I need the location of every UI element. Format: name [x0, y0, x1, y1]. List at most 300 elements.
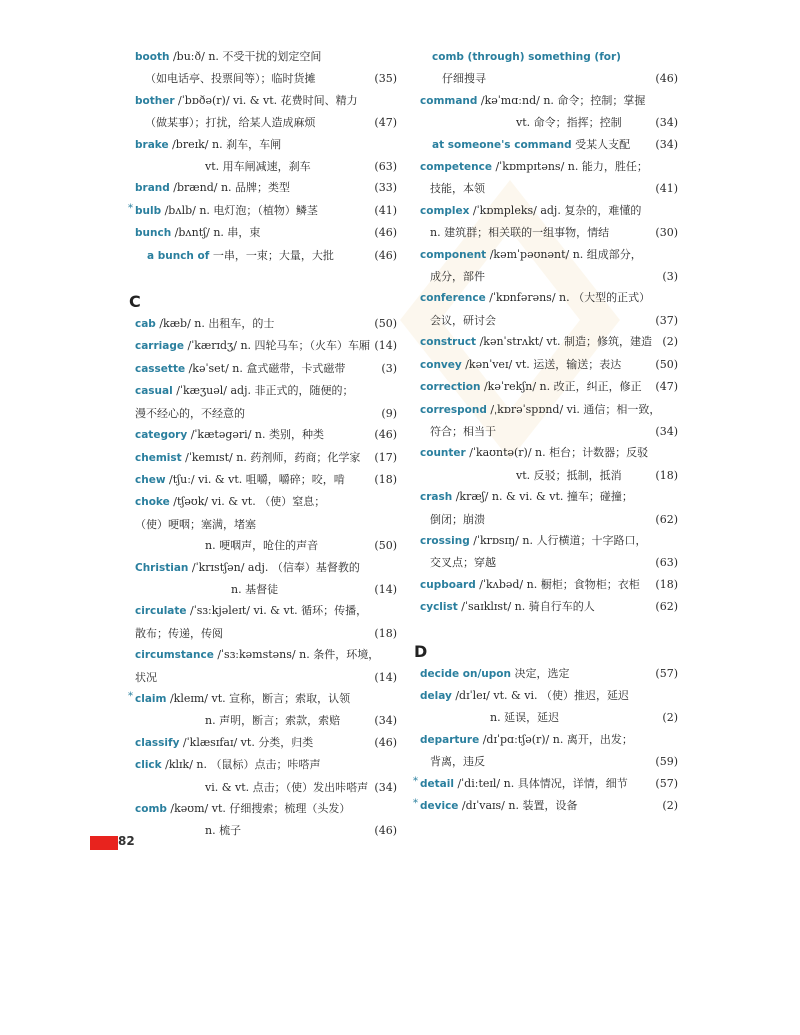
definition-text: /buːð/ n. 不受干扰的划定空间	[169, 50, 322, 63]
dictionary-entry	[135, 134, 397, 178]
entry-text	[442, 68, 651, 89]
entry-line	[135, 134, 397, 156]
headword: cassette	[135, 362, 186, 375]
definition-text: n. 声明，断言；索款，索赔	[205, 714, 341, 728]
headword: crossing	[420, 534, 470, 547]
unit-page-ref: (47)	[374, 116, 397, 130]
entry-line	[135, 754, 397, 776]
entry-text	[420, 287, 674, 309]
dictionary-entry	[420, 399, 678, 443]
unit-page-ref: (3)	[662, 270, 678, 284]
dictionary-entry	[420, 134, 678, 156]
entry-text	[420, 795, 658, 817]
definition-text: （如电话亭、投票间等）；临时货摊	[145, 72, 316, 86]
definition-text: /ˈdiːteɪl/ n. 具体情况，详情，细节	[453, 776, 628, 790]
entry-text	[430, 178, 651, 199]
unit-page-ref: (50)	[374, 317, 397, 331]
headword: carriage	[135, 340, 184, 353]
headword: brake	[135, 138, 169, 151]
headword: booth	[135, 51, 170, 63]
definition-text: /kənˈstrʌkt/ vt. 制造；修筑，建造	[476, 335, 653, 349]
definition-text: n. 基督徒	[231, 582, 279, 596]
headword: brand	[135, 182, 170, 195]
dictionary-entry	[420, 244, 678, 288]
entry-text	[430, 552, 651, 573]
definition-text: /kleɪm/ vt. 宣称，断言；索取，认领	[166, 691, 351, 705]
entry-line	[420, 751, 678, 772]
dictionary-entry	[420, 663, 678, 685]
definition-text: /ˈkætəgəri/ n. 类别，种类	[187, 428, 324, 442]
unit-page-ref: (59)	[655, 755, 678, 769]
definition-text: /ˈkaʊntə(r)/ n. 柜台；计数器；反驳	[465, 446, 649, 460]
definition-text: n. 哽咽声，呛住的声音	[205, 539, 319, 553]
entry-line	[420, 596, 678, 618]
entry-text	[430, 222, 651, 243]
definition-text: /dɪˈleɪ/ vt. & vi. （使）推迟，延迟	[451, 688, 630, 702]
definition-text: /brænd/ n. 品牌；类型	[169, 181, 291, 195]
definition-text: vt. 用车闸减速，刹车	[205, 160, 311, 174]
entry-text	[135, 335, 370, 357]
entry-line	[135, 514, 397, 535]
entry-text	[420, 486, 674, 508]
unit-page-ref: (34)	[655, 424, 678, 438]
page-number: 82	[118, 834, 135, 848]
section-spacer	[420, 619, 678, 641]
entry-text	[205, 710, 370, 731]
entry-line	[420, 795, 678, 817]
headword: claim	[135, 692, 167, 705]
headword: decide on/upon	[420, 667, 511, 680]
entry-line	[420, 707, 678, 728]
definition-text: 背离，违反	[430, 755, 485, 769]
definition-text: （使）哽咽；塞满，堵塞	[135, 517, 256, 531]
unit-page-ref: (14)	[374, 582, 397, 596]
unit-page-ref: (50)	[374, 539, 397, 553]
headword: casual	[135, 385, 173, 398]
headword: circulate	[135, 605, 187, 618]
entry-text	[430, 421, 651, 442]
core-word-star-icon: *	[413, 775, 418, 787]
entry-line	[420, 331, 678, 353]
entry-line	[147, 245, 397, 267]
entry-text	[490, 707, 658, 728]
entry-text	[420, 354, 651, 376]
dictionary-entry	[128, 200, 397, 222]
unit-page-ref: (9)	[381, 406, 397, 420]
dictionary-entry	[135, 469, 397, 491]
dictionary-entry	[128, 688, 397, 732]
entry-line	[420, 354, 678, 376]
entry-line	[135, 335, 397, 357]
headword: cupboard	[420, 578, 476, 591]
entry-text	[420, 574, 651, 596]
unit-page-ref: (57)	[655, 776, 678, 790]
entry-line	[420, 244, 678, 266]
unit-page-ref: (18)	[655, 577, 678, 591]
headword: comb	[135, 803, 167, 815]
entry-text	[135, 557, 393, 579]
headword: crash	[420, 491, 453, 504]
definition-text: 受某人支配	[571, 137, 631, 151]
headword: competence	[420, 161, 492, 174]
entry-line	[135, 579, 397, 600]
unit-page-ref: (41)	[655, 182, 678, 196]
definition-text: /ˈkrɪstʃən/ adj. （信奉）基督教的	[188, 560, 360, 574]
entry-line	[420, 376, 678, 398]
headword: bulb	[135, 204, 162, 217]
unit-page-ref: (47)	[655, 380, 678, 394]
definition-text: n. 梳子	[205, 824, 242, 838]
headword: classify	[135, 736, 180, 749]
definition-text: /breɪk/ n. 刹车，车闸	[168, 137, 282, 151]
entry-line	[135, 644, 397, 666]
entry-line	[135, 200, 397, 222]
entry-line	[135, 447, 397, 469]
headword: Christian	[135, 561, 189, 574]
entry-text	[430, 310, 651, 331]
unit-page-ref: (63)	[374, 160, 397, 174]
definition-text: /ˈkærɪdʒ/ n. 四轮马车；（火车）车厢	[184, 339, 371, 353]
entry-text	[430, 509, 651, 530]
entry-text	[420, 200, 674, 222]
entry-line	[135, 798, 397, 820]
entry-line	[135, 222, 397, 244]
unit-page-ref: (57)	[655, 666, 678, 680]
entry-text	[420, 530, 674, 552]
headword: a bunch of	[147, 249, 210, 262]
entry-text	[135, 644, 393, 666]
dictionary-entry	[420, 486, 678, 530]
dictionary-entry	[413, 795, 678, 817]
definition-text: /ˈkæʒuəl/ adj. 非正式的，随便的；	[172, 384, 354, 398]
section-spacer	[135, 267, 397, 291]
definition-text: vt. 命令；指挥；控制	[516, 116, 622, 130]
unit-page-ref: (2)	[662, 335, 678, 349]
entry-line	[135, 424, 397, 446]
entry-text	[516, 112, 651, 133]
entry-line	[135, 820, 397, 841]
dictionary-entry	[420, 376, 678, 398]
unit-page-ref: (17)	[374, 450, 397, 464]
definition-text: 决定，选定	[510, 666, 570, 680]
entry-text	[135, 469, 370, 491]
entry-text	[135, 732, 370, 754]
entry-text	[420, 376, 651, 398]
unit-page-ref: (34)	[655, 137, 678, 151]
entry-line	[135, 710, 397, 731]
headword: choke	[135, 496, 170, 509]
definition-text: （做某事）；打扰，给某人造成麻烦	[145, 116, 316, 130]
dictionary-entry	[135, 754, 397, 798]
headword: chew	[135, 473, 166, 486]
entry-line	[420, 685, 678, 707]
unit-page-ref: (46)	[374, 735, 397, 749]
dictionary-entry	[135, 245, 397, 267]
definition-text: /ˈbɒðə(r)/ vi. & vt. 花费时间、精力	[174, 93, 358, 107]
entry-line	[420, 90, 678, 112]
unit-page-ref: (30)	[655, 226, 678, 240]
entry-text	[135, 134, 393, 156]
entry-text	[432, 134, 651, 156]
dictionary-entry	[135, 424, 397, 446]
unit-page-ref: (33)	[374, 181, 397, 195]
entry-line	[135, 600, 397, 622]
definition-text: n. 延误，延迟	[490, 711, 560, 725]
unit-page-ref: (63)	[655, 556, 678, 570]
headword: command	[420, 94, 478, 107]
entry-line	[432, 46, 678, 68]
dictionary-entry	[420, 354, 678, 376]
definition-text: 漫不经心的，不经意的	[135, 406, 245, 420]
entry-line	[420, 112, 678, 133]
definition-text: /kræʃ/ n. & vi. & vt. 撞车；碰撞；	[452, 490, 633, 504]
unit-page-ref: (18)	[374, 472, 397, 486]
entry-line	[135, 46, 397, 68]
definition-text: 会议，研讨会	[430, 313, 496, 327]
entry-text	[135, 491, 393, 513]
definition-text: /kəˈset/ n. 盒式磁带，卡式磁带	[185, 361, 346, 375]
headword: category	[135, 429, 188, 442]
headword: bother	[135, 94, 175, 107]
definition-text: /kəmˈpəʊnənt/ n. 组成部分，	[486, 247, 642, 261]
entry-text	[432, 46, 674, 68]
unit-page-ref: (18)	[655, 468, 678, 482]
entry-line	[420, 156, 678, 178]
entry-line	[420, 574, 678, 596]
entry-text	[516, 465, 651, 486]
entry-text	[420, 331, 658, 353]
definition-text: /ˈkɒnfərəns/ n. （大型的正式）	[485, 291, 651, 305]
dictionary-entry	[135, 557, 397, 601]
entry-line	[420, 200, 678, 222]
dictionary-entry	[135, 335, 397, 357]
definition-text: /bʌlb/ n. 电灯泡；（植物）鳞茎	[161, 203, 318, 217]
entry-line	[135, 112, 397, 133]
unit-page-ref: (41)	[374, 203, 397, 217]
entry-text	[135, 403, 377, 424]
dictionary-entry	[420, 442, 678, 486]
entry-text	[420, 156, 674, 178]
entry-line	[420, 530, 678, 552]
entry-line	[135, 535, 397, 556]
entry-line	[420, 442, 678, 464]
unit-page-ref: (37)	[655, 313, 678, 327]
unit-page-ref: (46)	[374, 226, 397, 240]
headword: detail	[420, 777, 454, 790]
unit-page-ref: (34)	[374, 714, 397, 728]
unit-page-ref: (46)	[374, 824, 397, 838]
entry-line	[135, 177, 397, 199]
headword: departure	[420, 733, 480, 746]
definition-text: /kæb/ n. 出租车，的士	[155, 317, 275, 331]
definition-text: /ˈkɒmpɪtəns/ n. 能力，胜任；	[491, 160, 648, 174]
entry-line	[135, 156, 397, 177]
headword: construct	[420, 336, 477, 349]
dictionary-entry	[420, 287, 678, 331]
section-letter: C	[129, 292, 141, 312]
entry-text	[205, 535, 370, 556]
entry-text	[135, 46, 393, 68]
entry-text	[231, 579, 370, 600]
definition-text: /ˈkemɪst/ n. 药剂师，药商；化学家	[181, 450, 361, 464]
definition-text: 符合；相当于	[430, 424, 496, 438]
definition-text: /klɪk/ n. （鼠标）点击；咔嗒声	[161, 758, 321, 772]
entry-line	[420, 287, 678, 309]
headword: cab	[135, 318, 156, 331]
entry-line	[432, 134, 678, 156]
definition-text: /tʃəʊk/ vi. & vt. （使）窒息；	[169, 495, 326, 509]
entry-line	[135, 732, 397, 754]
unit-page-ref: (62)	[655, 512, 678, 526]
entry-line	[135, 313, 397, 335]
definition-text: /ˈkʌbəd/ n. 橱柜；食物柜；衣柜	[475, 577, 640, 591]
headword: correction	[420, 381, 481, 394]
left-column	[128, 46, 397, 842]
headword: convey	[420, 358, 462, 371]
entry-text	[135, 177, 370, 199]
headword: counter	[420, 447, 466, 460]
dictionary-entry	[420, 530, 678, 574]
entry-text	[420, 244, 674, 266]
definition-text: /kəʊm/ vt. 仔细搜索；梳理（头发）	[166, 802, 351, 815]
dictionary-entry	[420, 574, 678, 596]
definition-text: 技能，本领	[430, 182, 485, 196]
entry-line	[420, 773, 678, 795]
definition-text: 状况	[135, 670, 157, 684]
dictionary-entry	[135, 380, 397, 424]
unit-page-ref: (46)	[655, 72, 678, 86]
core-word-star-icon: *	[128, 202, 133, 214]
unit-page-ref: (2)	[662, 711, 678, 725]
entry-line	[135, 380, 397, 402]
entry-line	[420, 486, 678, 508]
entry-line	[135, 623, 397, 644]
entry-text	[420, 90, 674, 112]
definition-text: /dɪˈpɑːtʃə(r)/ n. 离开，出发；	[479, 732, 633, 746]
definition-text: n. 建筑群；相关联的一组事物，情结	[430, 226, 610, 240]
dictionary-entry	[420, 200, 678, 244]
dictionary-entry	[420, 729, 678, 773]
dictionary-entry	[413, 773, 678, 795]
unit-page-ref: (46)	[374, 428, 397, 442]
definition-text: /kəˈmɑːnd/ n. 命令；控制；掌握	[477, 93, 646, 107]
definition-text: 散布；传递，传阅	[135, 626, 223, 640]
unit-page-ref: (14)	[374, 339, 397, 353]
definition-text: 一串，一束；大量，大批	[209, 248, 334, 262]
entry-text	[135, 380, 393, 402]
unit-page-ref: (35)	[374, 72, 397, 86]
headword: cyclist	[420, 601, 458, 614]
headword: component	[420, 248, 487, 261]
headword: device	[420, 800, 459, 812]
dictionary-entry	[135, 491, 397, 556]
dictionary-entry	[135, 358, 397, 380]
entry-text	[205, 820, 370, 841]
definition-text: /ˈsaɪklɪst/ n. 骑自行车的人	[457, 600, 595, 614]
definition-text: /ˌkɒrəˈspɒnd/ vi. 通信；相一致，	[486, 402, 661, 416]
headword: complex	[420, 204, 470, 217]
headword: chemist	[135, 451, 182, 464]
entry-text	[145, 112, 370, 133]
dictionary-entry	[135, 177, 397, 199]
headword: comb (through) something (for)	[432, 51, 621, 63]
entry-text	[420, 596, 651, 618]
entry-line	[135, 403, 397, 424]
entry-text	[420, 685, 674, 707]
entry-text	[145, 68, 370, 89]
unit-page-ref: (50)	[655, 357, 678, 371]
entry-text	[420, 399, 674, 421]
definition-text: /bʌntʃ/ n. 串，束	[171, 226, 261, 240]
entry-text	[135, 424, 370, 446]
section-letter: D	[414, 641, 428, 661]
entry-line	[420, 729, 678, 751]
entry-text	[135, 447, 370, 469]
entry-text	[135, 754, 393, 776]
entry-line	[420, 310, 678, 331]
definition-text: 交叉点；穿越	[430, 556, 496, 570]
unit-page-ref: (18)	[374, 626, 397, 640]
dictionary-entry	[135, 732, 397, 754]
definition-text: /ˈsɜːkjəleɪt/ vi. & vt. 循环；传播，	[186, 604, 368, 618]
headword: conference	[420, 292, 486, 305]
unit-page-ref: (34)	[655, 116, 678, 130]
dictionary-entry	[420, 331, 678, 353]
core-word-star-icon: *	[128, 690, 133, 702]
entry-line	[135, 557, 397, 579]
entry-line	[420, 222, 678, 243]
entry-text	[135, 358, 377, 380]
headword: correspond	[420, 403, 487, 416]
headword: delay	[420, 689, 452, 702]
entry-text	[135, 623, 370, 644]
entry-line	[135, 469, 397, 491]
definition-text: vt. 反驳；抵制，抵消	[516, 468, 622, 482]
entry-text	[135, 600, 393, 622]
dictionary-entry	[135, 644, 397, 688]
headword: at someone's command	[432, 138, 572, 151]
dictionary-entry	[135, 46, 397, 90]
entry-line	[420, 399, 678, 421]
entry-text	[420, 442, 674, 464]
entry-text	[420, 729, 674, 751]
dictionary-entry	[420, 156, 678, 200]
headword: click	[135, 759, 162, 772]
definition-text: 成分，部件	[430, 270, 485, 284]
entry-text	[135, 798, 393, 820]
entry-line	[135, 688, 397, 710]
dictionary-entry	[135, 798, 397, 842]
dictionary-entry	[135, 90, 397, 134]
definition-text: /ˈklæsɪfaɪ/ vt. 分类，归类	[179, 735, 314, 749]
entry-line	[135, 667, 397, 688]
entry-text	[205, 777, 370, 798]
definition-text: 仔细搜寻	[442, 72, 486, 86]
entry-text	[135, 667, 370, 688]
entry-text	[135, 313, 370, 335]
unit-page-ref: (14)	[374, 670, 397, 684]
entry-text	[135, 222, 370, 244]
definition-text: /ˈsɜːkəmstəns/ n. 条件，环境，	[213, 648, 380, 662]
dictionary-entry	[135, 313, 397, 335]
page-number-bar	[90, 836, 118, 850]
definition-text: /ˈkɒmpleks/ adj. 复杂的，难懂的	[469, 203, 642, 217]
unit-page-ref: (3)	[381, 361, 397, 375]
entry-line	[135, 491, 397, 513]
entry-line	[420, 421, 678, 442]
dictionary-entry	[420, 685, 678, 729]
entry-text	[135, 514, 393, 535]
